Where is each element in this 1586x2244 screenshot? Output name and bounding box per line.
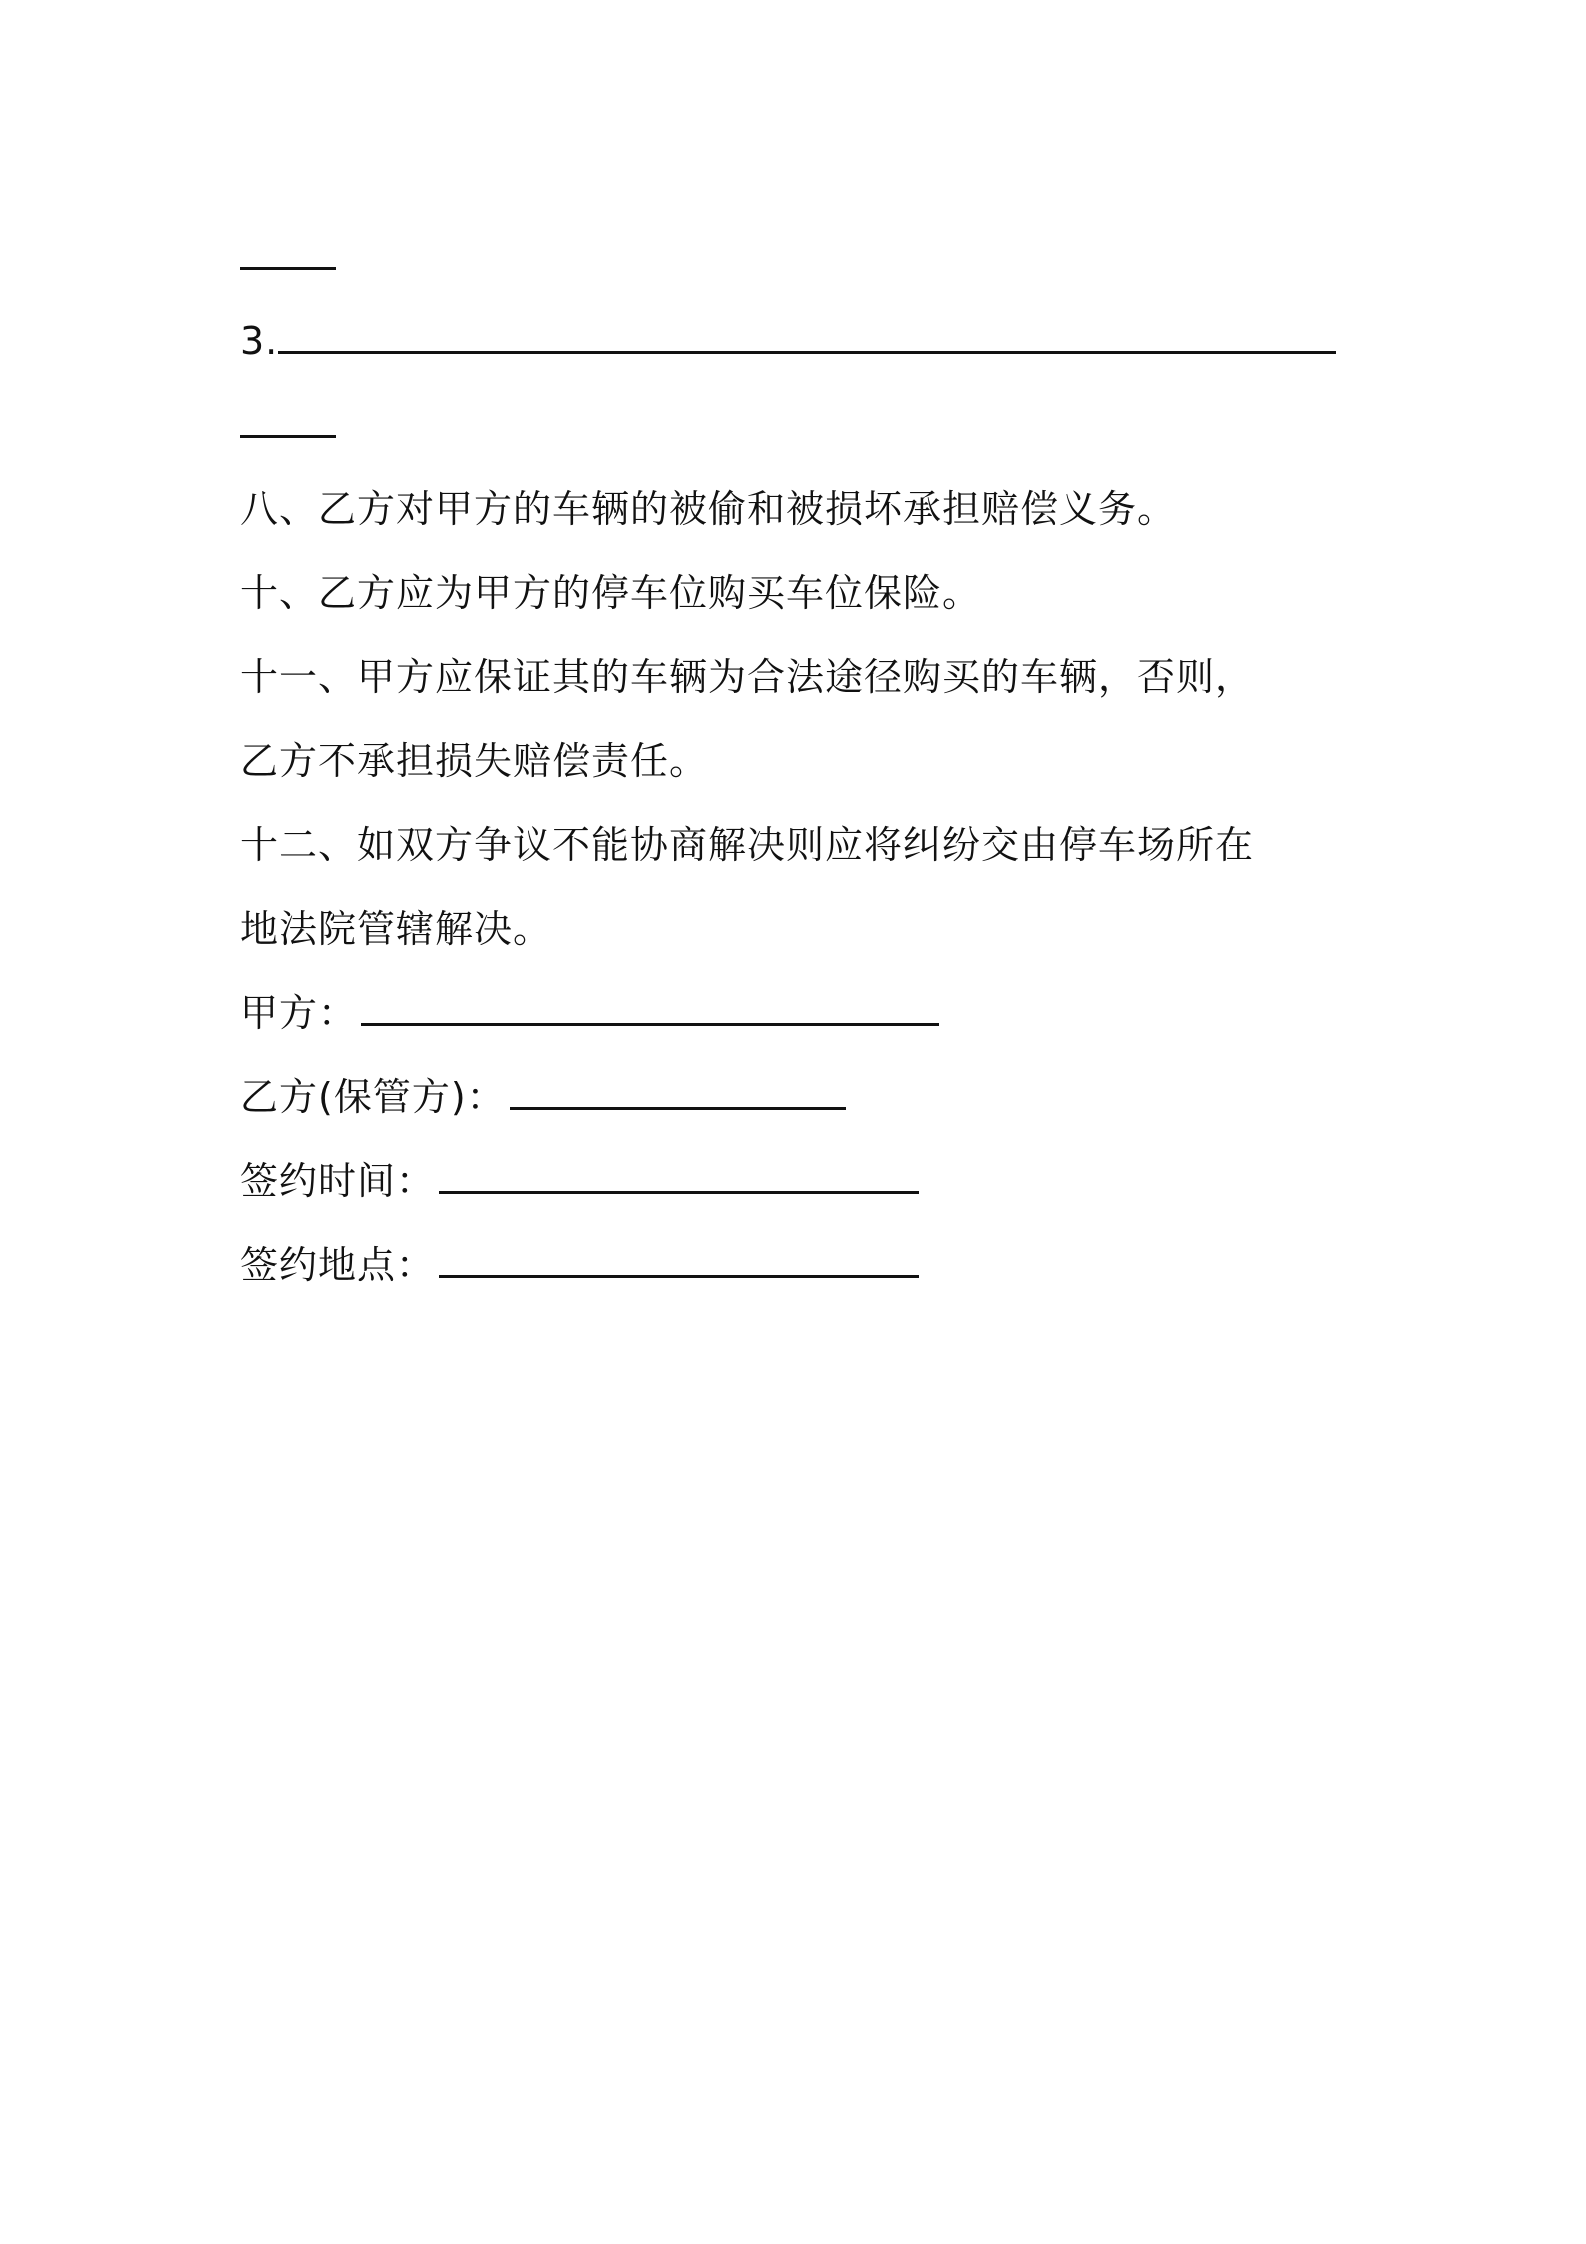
fill-in-blank[interactable] (278, 351, 1336, 354)
clause-12-line-2: 地法院管辖解决。 (240, 907, 553, 951)
party-a-label: 甲方： (240, 991, 358, 1035)
sign-time (240, 1139, 1360, 1223)
sign-place (240, 1223, 1360, 1307)
clause-10: 十、乙方应为甲方的停车位购买车位保险。 (240, 571, 982, 615)
sign-place-blank[interactable] (439, 1275, 919, 1278)
item-3-label: 3. (240, 319, 279, 363)
item-3 (240, 299, 1360, 383)
clause-8: 八、乙方对甲方的车辆的被偷和被损坏承担赔偿义务。 (240, 487, 1177, 531)
party-b-label: 乙方(保管方)： (240, 1075, 506, 1119)
party-a-signature (240, 971, 1360, 1055)
party-b-signature (240, 1055, 1360, 1139)
clause-11-line-1: 十一、甲方应保证其的车辆为合法途径购买的车辆，否则， (240, 655, 1255, 699)
clause-11-line-2: 乙方不承担损失赔偿责任。 (240, 739, 709, 783)
fill-in-blank[interactable] (240, 435, 336, 438)
blank-continuation-1 (240, 215, 1360, 299)
sign-time-blank[interactable] (439, 1191, 919, 1194)
clause-12-line-1: 十二、如双方争议不能协商解决则应将纠纷交由停车场所在 (240, 823, 1255, 867)
blank-continuation-2 (240, 383, 1360, 467)
document-body (240, 215, 1360, 1307)
fill-in-blank[interactable] (240, 267, 336, 270)
party-b-blank[interactable] (510, 1107, 846, 1110)
party-a-blank[interactable] (361, 1023, 939, 1026)
sign-time-label: 签约时间： (240, 1159, 436, 1203)
sign-place-label: 签约地点： (240, 1243, 436, 1287)
